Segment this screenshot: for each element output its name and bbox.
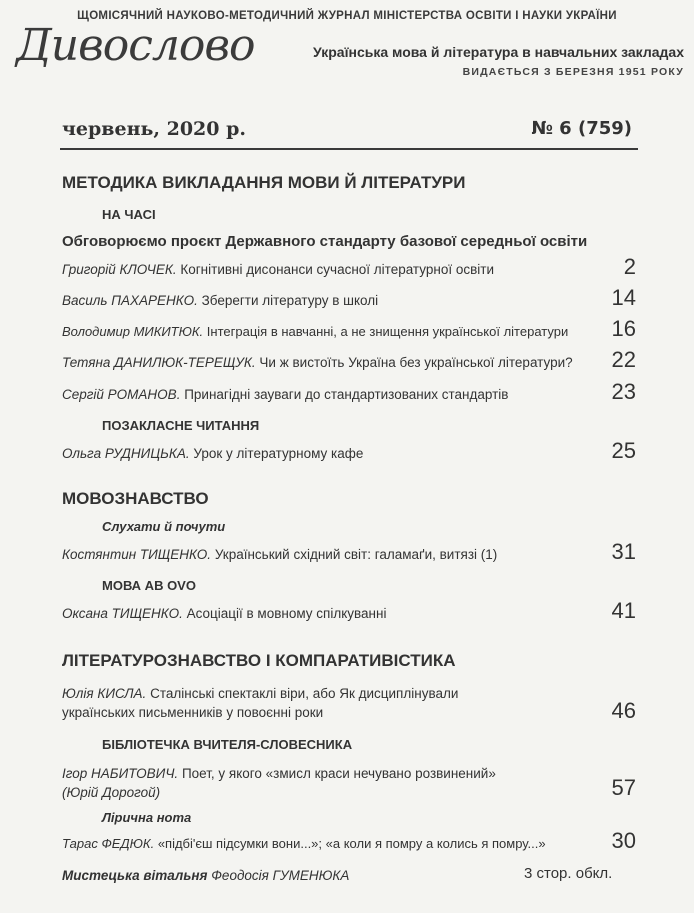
entry-page: 46 [611,698,636,723]
entry-page: 14 [611,285,636,310]
entry-title: Когнітивні дисонанси сучасної літературної освіти [180,262,494,277]
subsection-library: БІБЛІОТЕЧКА ВЧИТЕЛЯ-СЛОВЕСНИКА [102,737,353,752]
journal-logo: Дивослово [16,20,255,71]
entry-author: Ігор НАБИТОВИЧ. [62,766,179,781]
publication-since: ВИДАЄТЬСЯ З БЕРЕЗНЯ 1951 РОКУ [462,66,684,78]
entry-title: Урок у літературному кафе [193,446,364,461]
entry-title: Асоціації в мовному спілкуванні [186,606,387,621]
header-divider [60,148,638,150]
entry-title: Інтеграція в навчанні, а не знищення української літератури [206,324,569,339]
entry-page: 25 [611,438,636,463]
entry-title-continued: (Юрій Дорогой) [62,785,161,800]
entry-author: Костянтин ТИЩЕНКО. [62,547,212,562]
toc-entry[interactable] [62,834,546,853]
entry-author: Григорій КЛОЧЕК. [62,262,177,277]
entry-title: Український східний світ: галамаґи, витязі (1) [214,547,498,562]
footer-label: Мистецька вітальня [62,868,208,883]
entry-author: Тарас ФЕДЮК. [62,836,155,851]
toc-entry[interactable] [62,385,508,404]
entry-page: 2 [623,254,636,279]
entry-title: Поет, у якого «змисл краси нечувано розвинений» [181,766,496,781]
cover-page-ref: 3 стор. обкл. [524,865,613,882]
footer-name: Феодосія ГУМЕНЮКА [211,868,350,883]
subsection-na-chasi: НА ЧАСІ [102,207,156,222]
toc-entry[interactable] [62,604,386,623]
toc-entry[interactable] [62,260,494,279]
entry-page: 22 [611,347,636,372]
journal-description: ЩОМІСЯЧНИЙ НАУКОВО-МЕТОДИЧНИЙ ЖУРНАЛ МІНІСТЕРСТВА ОСВІТИ І НАУКИ УКРАЇНИ [77,10,617,22]
toc-entry[interactable] [62,545,497,564]
entry-page: 41 [611,598,636,623]
entry-page: 30 [611,828,636,853]
issue-date: червень, 2020 р. [62,118,246,140]
entry-author: Юлія КИСЛА. [62,686,147,701]
entry-author: Оксана ТИЩЕНКО. [62,606,183,621]
subsection-mova-ab-ovo: МОВА AB OVO [102,578,196,593]
issue-number: № 6 (759) [531,118,632,139]
entry-title: Зберегти літературу в школі [201,293,379,308]
entry-page: 16 [611,316,636,341]
toc-entry[interactable] [62,444,363,463]
footer-entry[interactable] [62,868,349,883]
entry-page: 31 [611,539,636,564]
entry-author: Володимир МИКИТЮК. [62,324,204,339]
subsection-extracurricular: ПОЗАКЛАСНЕ ЧИТАННЯ [102,418,260,433]
entry-title: «підбі'єш підсумки вони...»; «а коли я помру а колись я помру...» [157,836,546,851]
section-linguistics: МОВОЗНАВСТВО [62,489,209,508]
entry-author: Василь ПАХАРЕНКО. [62,293,198,308]
entry-page: 23 [611,379,636,404]
toc-entry[interactable] [62,322,568,341]
entry-author: Тетяна ДАНИЛЮК-ТЕРЕЩУК. [62,355,256,370]
subsection-lyric: Лірична нота [102,810,192,825]
subsection-hear: Слухати й почути [102,519,226,534]
toc-entry[interactable] [62,353,573,372]
toc-entry[interactable] [62,684,458,722]
section-literature: ЛІТЕРАТУРОЗНАВСТВО І КОМПАРАТИВІСТИКА [62,651,456,670]
entry-title: Чи ж вистоїть Україна без української літератури? [259,355,573,370]
entry-page: 57 [611,775,636,800]
toc-entry[interactable] [62,764,496,802]
entry-author: Ольга РУДНИЦЬКА. [62,446,190,461]
entry-title-continued: українських письменників у повоєнні роки [62,705,324,720]
topic-heading: Обговорюємо проєкт Державного стандарту базової середньої освіти [62,233,588,250]
section-methodology: МЕТОДИКА ВИКЛАДАННЯ МОВИ Й ЛІТЕРАТУРИ [62,173,466,192]
entry-title: Принагідні зауваги до стандартизованих стандартів [184,387,509,402]
journal-subtitle: Українська мова й література в навчальних закладах [313,44,684,60]
entry-title: Сталінські спектаклі віри, або Як дисциплінували [150,686,459,701]
toc-entry[interactable] [62,291,378,310]
entry-author: Сергій РОМАНОВ. [62,387,181,402]
